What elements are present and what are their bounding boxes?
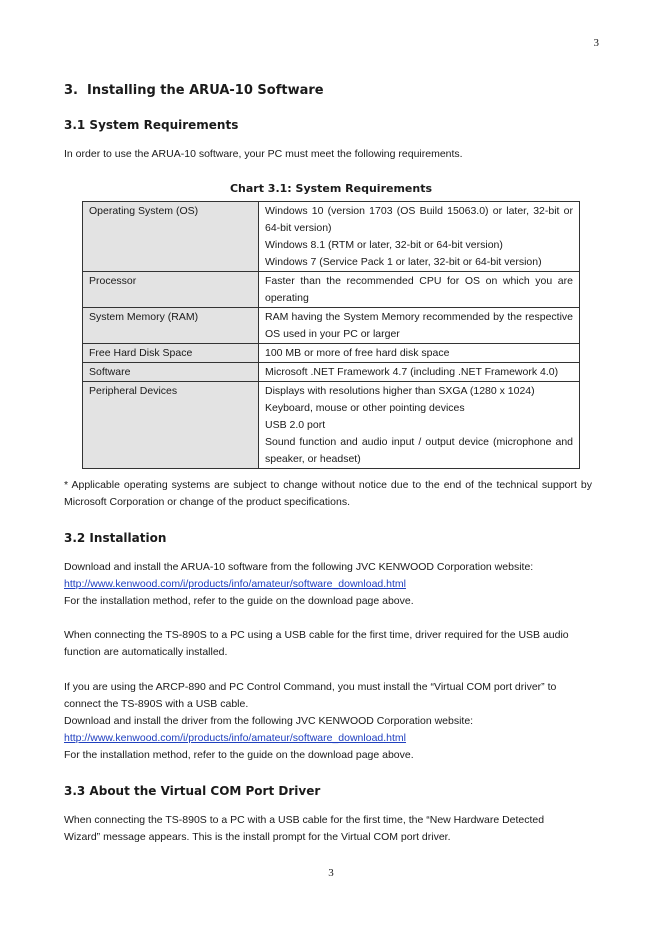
- requirement-line: Faster than the recommended CPU for OS on which you are operating: [265, 275, 573, 304]
- driver-download-text: Download and install the driver from the following JVC KENWOOD Corporation website:: [64, 715, 474, 727]
- requirements-table: [82, 201, 580, 469]
- intro-paragraph: In order to use the ARUA-10 software, your PC must meet the following requirements.: [64, 148, 463, 160]
- page-number-top: 3: [593, 37, 599, 49]
- table-row: [83, 363, 580, 382]
- requirement-line: 100 MB or more of free hard disk space: [265, 347, 450, 359]
- requirement-value: [259, 202, 580, 272]
- requirement-line: Displays with resolutions higher than SXGA (1280 x 1024): [265, 385, 535, 397]
- download-link-2[interactable]: http://www.kenwood.com/i/products/info/amateur/software_download.html: [64, 732, 407, 744]
- section-title: 3. Installing the ARUA-10 Software: [64, 83, 324, 98]
- table-row: [83, 308, 580, 344]
- com-driver-text: If you are using the ARCP-890 and PC Control Command, you must install the “Virtual COM port driver” to connect the TS-890S with a USB cable.: [64, 681, 557, 710]
- table-row: [83, 202, 580, 272]
- table-row: [83, 344, 580, 363]
- table-row: [83, 382, 580, 469]
- requirement-label: Software: [83, 363, 259, 382]
- requirement-label: Peripheral Devices: [83, 382, 259, 469]
- requirement-line: RAM having the System Memory recommended by the respective OS used in your PC or larger: [265, 311, 573, 340]
- download-link-1[interactable]: http://www.kenwood.com/i/products/info/amateur/software_download.html: [64, 578, 407, 590]
- chart-caption: Chart 3.1: System Requirements: [229, 182, 433, 195]
- heading-system-requirements: 3.1 System Requirements: [64, 118, 239, 132]
- requirement-label: Free Hard Disk Space: [83, 344, 259, 363]
- requirement-value: [259, 363, 580, 382]
- usb-driver-paragraph: When connecting the TS-890S to a PC using a USB cable for the first time, driver required for the USB audio function are automatically installed.: [64, 629, 569, 658]
- os-note: * Applicable operating systems are subject to change without notice due to the end of the technical support by Microsoft Corporation or change of the product specifications.: [64, 479, 592, 508]
- page-number-bottom: 3: [328, 867, 334, 879]
- table-row: [83, 272, 580, 308]
- requirement-line: Microsoft .NET Framework 4.7 (including .NET Framework 4.0): [265, 366, 559, 378]
- requirement-label: Operating System (OS): [83, 202, 259, 272]
- requirement-label: Processor: [83, 272, 259, 308]
- requirement-value: [259, 308, 580, 344]
- requirement-value: [259, 382, 580, 469]
- requirement-value: [259, 272, 580, 308]
- requirement-line: Windows 8.1 (RTM or later, 32-bit or 64-bit version): [265, 239, 503, 251]
- virtual-com-paragraph: When connecting the TS-890S to a PC with a USB cable for the first time, the “New Hardware Detected Wizard” message appears. This is the install prompt for the Virtual COM port driver.: [64, 814, 545, 843]
- requirement-label: System Memory (RAM): [83, 308, 259, 344]
- heading-virtual-com: 3.3 About the Virtual COM Port Driver: [64, 784, 321, 798]
- requirement-line: Keyboard, mouse or other pointing devices: [265, 402, 465, 414]
- requirement-line: Windows 10 (version 1703 (OS Build 15063.0) or later, 32-bit or 64-bit version): [265, 205, 573, 234]
- heading-installation: 3.2 Installation: [64, 531, 167, 545]
- com-driver-paragraph: [64, 679, 584, 764]
- driver-method-text: For the installation method, refer to the guide on the download page above.: [64, 749, 414, 761]
- install-text: Download and install the ARUA-10 software from the following JVC KENWOOD Corporation website:: [64, 561, 534, 573]
- requirement-value: [259, 344, 580, 363]
- requirement-line: Windows 7 (Service Pack 1 or later, 32-bit or 64-bit version): [265, 256, 542, 268]
- requirement-line: USB 2.0 port: [265, 419, 326, 431]
- requirement-line: Sound function and audio input / output device (microphone and speaker, or headset): [265, 436, 573, 465]
- install-method-text: For the installation method, refer to the guide on the download page above.: [64, 595, 414, 607]
- install-paragraph-1: [64, 559, 604, 610]
